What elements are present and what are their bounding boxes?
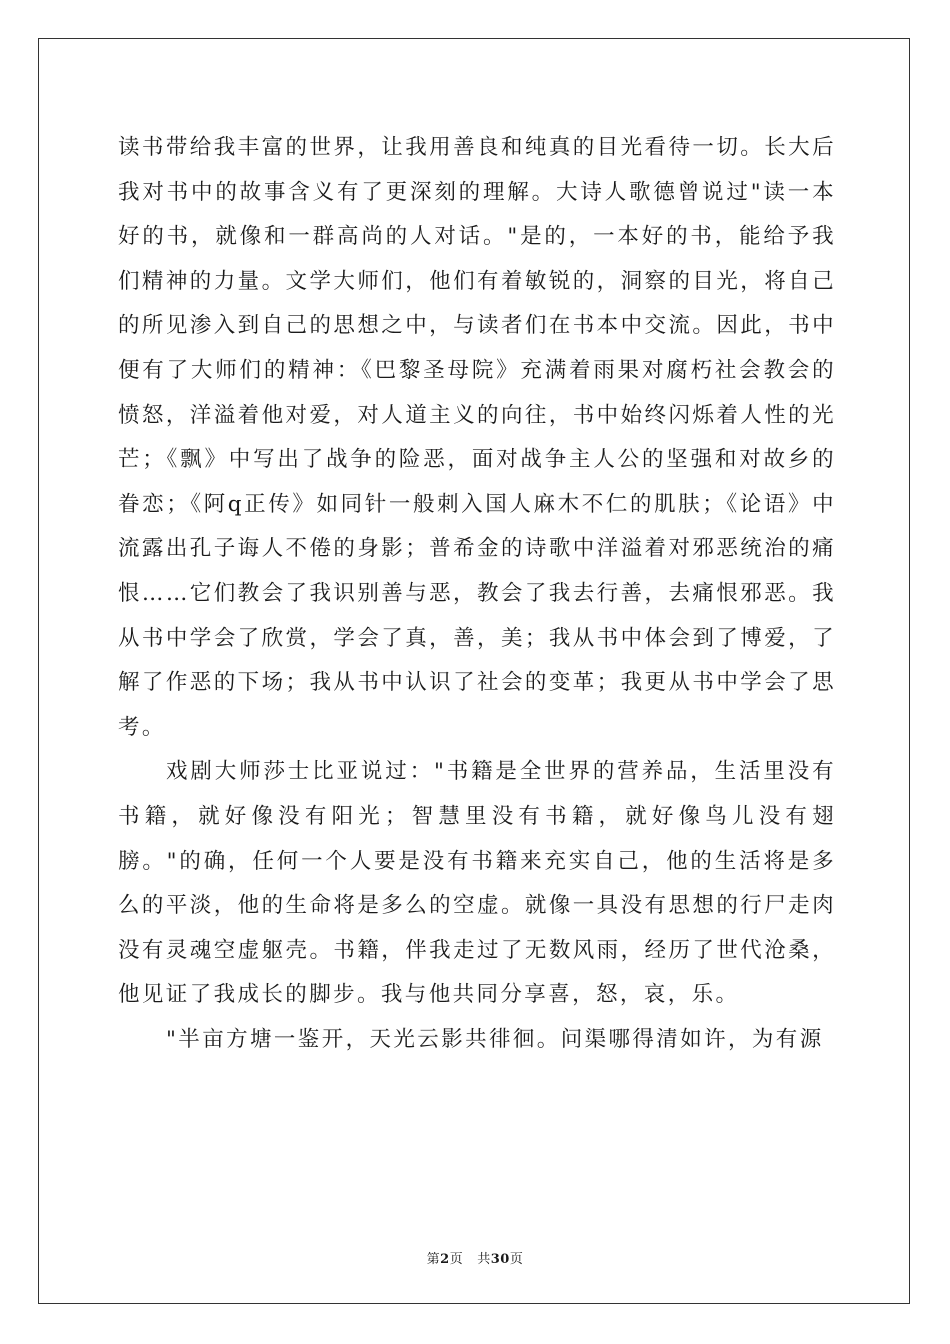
total-suffix: 页 (509, 1252, 524, 1267)
paragraph-1: 读书带给我丰富的世界，让我用善良和纯真的目光看待一切。长大后我对书中的故事含义有了更深刻的理解。大诗人歌德曾说过"读一本好的书，就像和一群高尚的人对话。"是的，一本好的书，能给予我们精神的力量。文学大师们，他们有着敏锐的，洞察的目光，将自己的所见渗入到自己的思想之中，与读者们在书本中交流。因此，书中便有了大师们的精神：《巴黎圣母院》充满着雨果对腐朽社会教会的愤怒，洋溢着他对爱，对人道主义的向往，书中始终闪烁着人性的光芒；《飘》中写出了战争的险恶，面对战争主人公的坚强和对故乡的眷恋；《阿q正传》如同针一般刺入国人麻木不仁的肌肤；《论语》中流露出孔子诲人不倦的身影；普希金的诗歌中洋溢着对邪恶统治的痛恨……它们教会了我识别善与恶，教会了我去行善，去痛恨邪恶。我从书中学会了欣赏，学会了真，善，美；我从书中体会到了博爱，了解了作恶的下场；我从书中认识了社会的变革；我更从书中学会了思考。 (118, 135, 836, 740)
page-prefix: 第 (426, 1252, 441, 1267)
page-suffix: 页 (449, 1252, 464, 1267)
total-pages: 30 (490, 1252, 510, 1267)
document-body (118, 126, 836, 1062)
paragraph-3: "半亩方塘一鉴开，天光云影共徘徊。问渠哪得清如许，为有源 (166, 1026, 824, 1052)
page-number: 2 (440, 1252, 450, 1267)
paragraph-2: 戏剧大师莎士比亚说过："书籍是全世界的营养品，生活里没有书籍，就好像没有阳光；智慧里没有书籍，就好像鸟儿没有翅膀。"的确，任何一个人要是没有书籍来充实自己，他的生活将是多么的平淡，他的生命将是多么的空虚。就像一具没有思想的行尸走肉没有灵魂空虚躯壳。书籍，伴我走过了无数风雨，经历了世代沧桑，他见证了我成长的脚步。我与他共同分享喜，怒，哀，乐。 (118, 759, 836, 1008)
page-footer (0, 1248, 950, 1267)
total-prefix: 共 (477, 1252, 491, 1267)
